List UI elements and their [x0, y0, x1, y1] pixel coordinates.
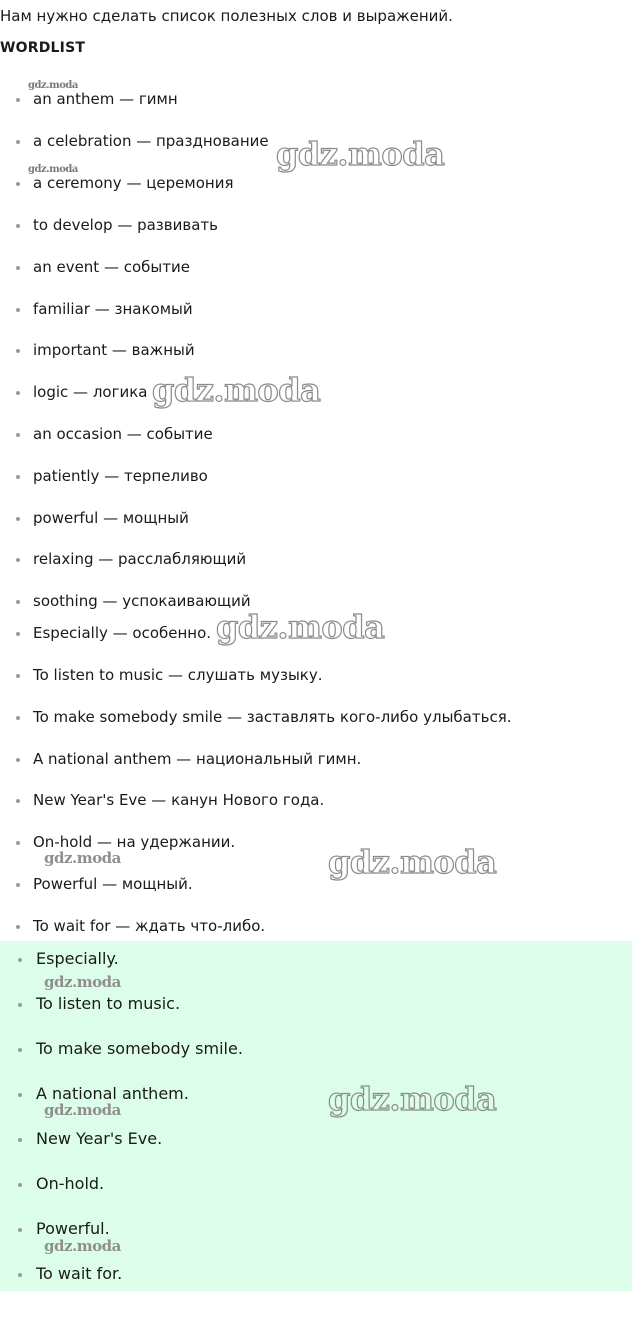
list-item: On-hold — на удержании. [0, 831, 235, 853]
list-item: A national anthem — национальный гимн. [0, 748, 361, 770]
watermark: gdz.moda [152, 371, 321, 409]
list-item: a ceremony — церемония [0, 172, 233, 194]
list-item: to develop — развивать [0, 214, 218, 236]
intro-text: Нам нужно сделать список полезных слов и выражений. [0, 7, 453, 25]
watermark: gdz.moda [44, 1101, 121, 1119]
list-item: Powerful — мощный. [0, 873, 193, 895]
list-item: important — важный [0, 339, 195, 361]
watermark: gdz.moda [44, 849, 121, 867]
list-item: an occasion — событие [0, 423, 213, 445]
list-item: powerful — мощный [0, 507, 189, 529]
list-item: Especially — особенно. [0, 622, 211, 644]
answer-item: To listen to music. [0, 993, 180, 1015]
watermark: gdz.moda [216, 608, 385, 646]
watermark: gdz.moda [44, 1237, 121, 1255]
wordlist-heading: WORDLIST [0, 40, 86, 56]
list-item: To listen to music — слушать музыку. [0, 664, 323, 686]
answer-item: On-hold. [0, 1173, 104, 1195]
list-item: a celebration — празднование [0, 130, 269, 152]
watermark: gdz.moda [28, 80, 78, 91]
list-item: patiently — терпеливо [0, 465, 208, 487]
list-item: an event — событие [0, 256, 190, 278]
list-item: logic — логика [0, 381, 147, 403]
answer-item: A national anthem. [0, 1083, 189, 1105]
list-item: New Year's Eve — канун Нового года. [0, 789, 324, 811]
watermark: gdz.moda [28, 164, 78, 175]
answer-item: Powerful. [0, 1218, 110, 1240]
list-item: an anthem — гимн [0, 88, 178, 110]
list-item: relaxing — расслабляющий [0, 548, 246, 570]
list-item: To wait for — ждать что-либо. [0, 915, 265, 937]
watermark: gdz.moda [44, 973, 121, 991]
answer-item: To make somebody smile. [0, 1038, 243, 1060]
list-item: soothing — успокаивающий [0, 590, 251, 612]
answer-item: Especially. [0, 948, 119, 970]
watermark: gdz.moda [328, 1080, 497, 1118]
list-item: familiar — знакомый [0, 298, 193, 320]
list-item: To make somebody smile — заставлять кого-либо улыбаться. [0, 706, 511, 728]
watermark: gdz.moda [328, 843, 497, 881]
answer-item: To wait for. [0, 1263, 122, 1285]
watermark: gdz.moda [276, 135, 445, 173]
answer-item: New Year's Eve. [0, 1128, 162, 1150]
